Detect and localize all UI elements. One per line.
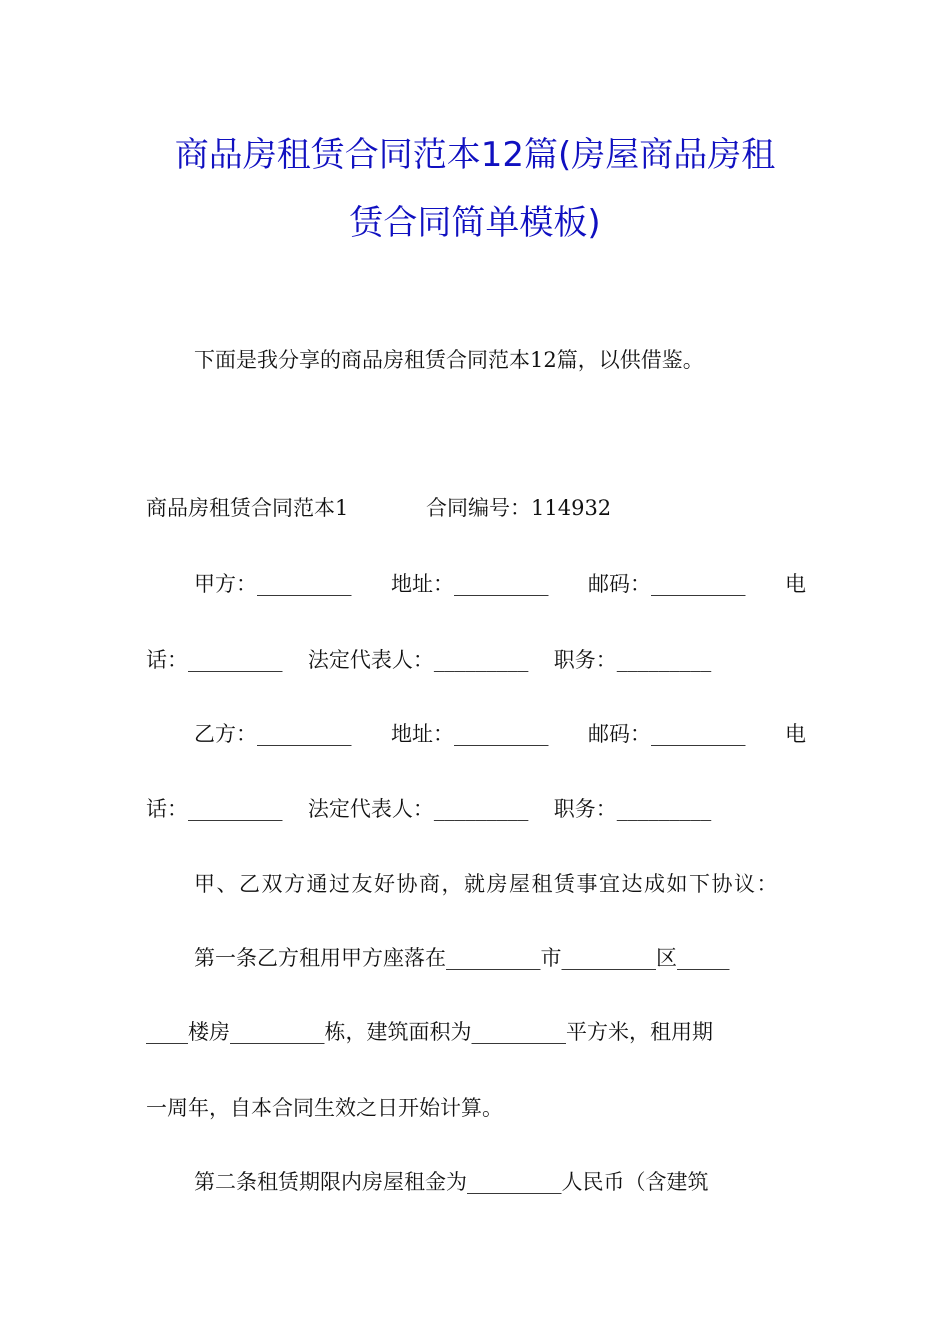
contract-heading: 商品房租赁合同范本1 <box>146 496 349 520</box>
party-a-phone-label-start: 电 <box>785 572 806 596</box>
article-2-line-1: 第二条租赁期限内房屋租金为_________人民币（含建筑 <box>194 1170 709 1194</box>
intro-paragraph: 下面是我分享的商品房租赁合同范本12篇，以供借鉴。 <box>194 348 704 372</box>
agreement-paragraph: 甲、乙双方通过友好协商，就房屋租赁事宜达成如下协议： <box>194 872 779 896</box>
party-a-phone-field: 话：_________ <box>146 648 283 672</box>
party-a-line-2 <box>146 646 711 674</box>
party-a-name-field: 甲方：_________ <box>194 572 352 596</box>
party-a-address-field: 地址：_________ <box>391 572 549 596</box>
article-1-line-3: 一周年，自本合同生效之日开始计算。 <box>146 1096 503 1120</box>
party-b-position-field: 职务：_________ <box>553 797 712 821</box>
party-b-legal-rep-field: 法定代表人：_________ <box>307 797 529 821</box>
contract-number: 合同编号：114932 <box>426 496 612 520</box>
document-title-line-1: 商品房租赁合同范本12篇(房屋商品房租 <box>174 135 776 175</box>
party-a-legal-rep-field: 法定代表人：_________ <box>307 648 529 672</box>
party-a-position-field: 职务：_________ <box>553 648 712 672</box>
party-a-line-1 <box>194 570 806 598</box>
party-b-address-field: 地址：_________ <box>391 722 549 746</box>
party-b-postcode-field: 邮码：_________ <box>588 722 746 746</box>
party-b-phone-field: 话：_________ <box>146 797 283 821</box>
article-1-line-1: 第一条乙方租用甲方座落在_________市_________区_____ <box>194 946 730 970</box>
party-b-name-field: 乙方：_________ <box>194 722 352 746</box>
party-b-phone-label-start: 电 <box>785 722 806 746</box>
party-b-line-2 <box>146 795 711 823</box>
party-b-line-1 <box>194 720 806 748</box>
party-a-postcode-field: 邮码：_________ <box>588 572 746 596</box>
document-title-line-2: 赁合同简单模板) <box>349 203 601 243</box>
article-1-line-2: ____楼房_________栋，建筑面积为_________平方米，租用期 <box>146 1020 713 1044</box>
